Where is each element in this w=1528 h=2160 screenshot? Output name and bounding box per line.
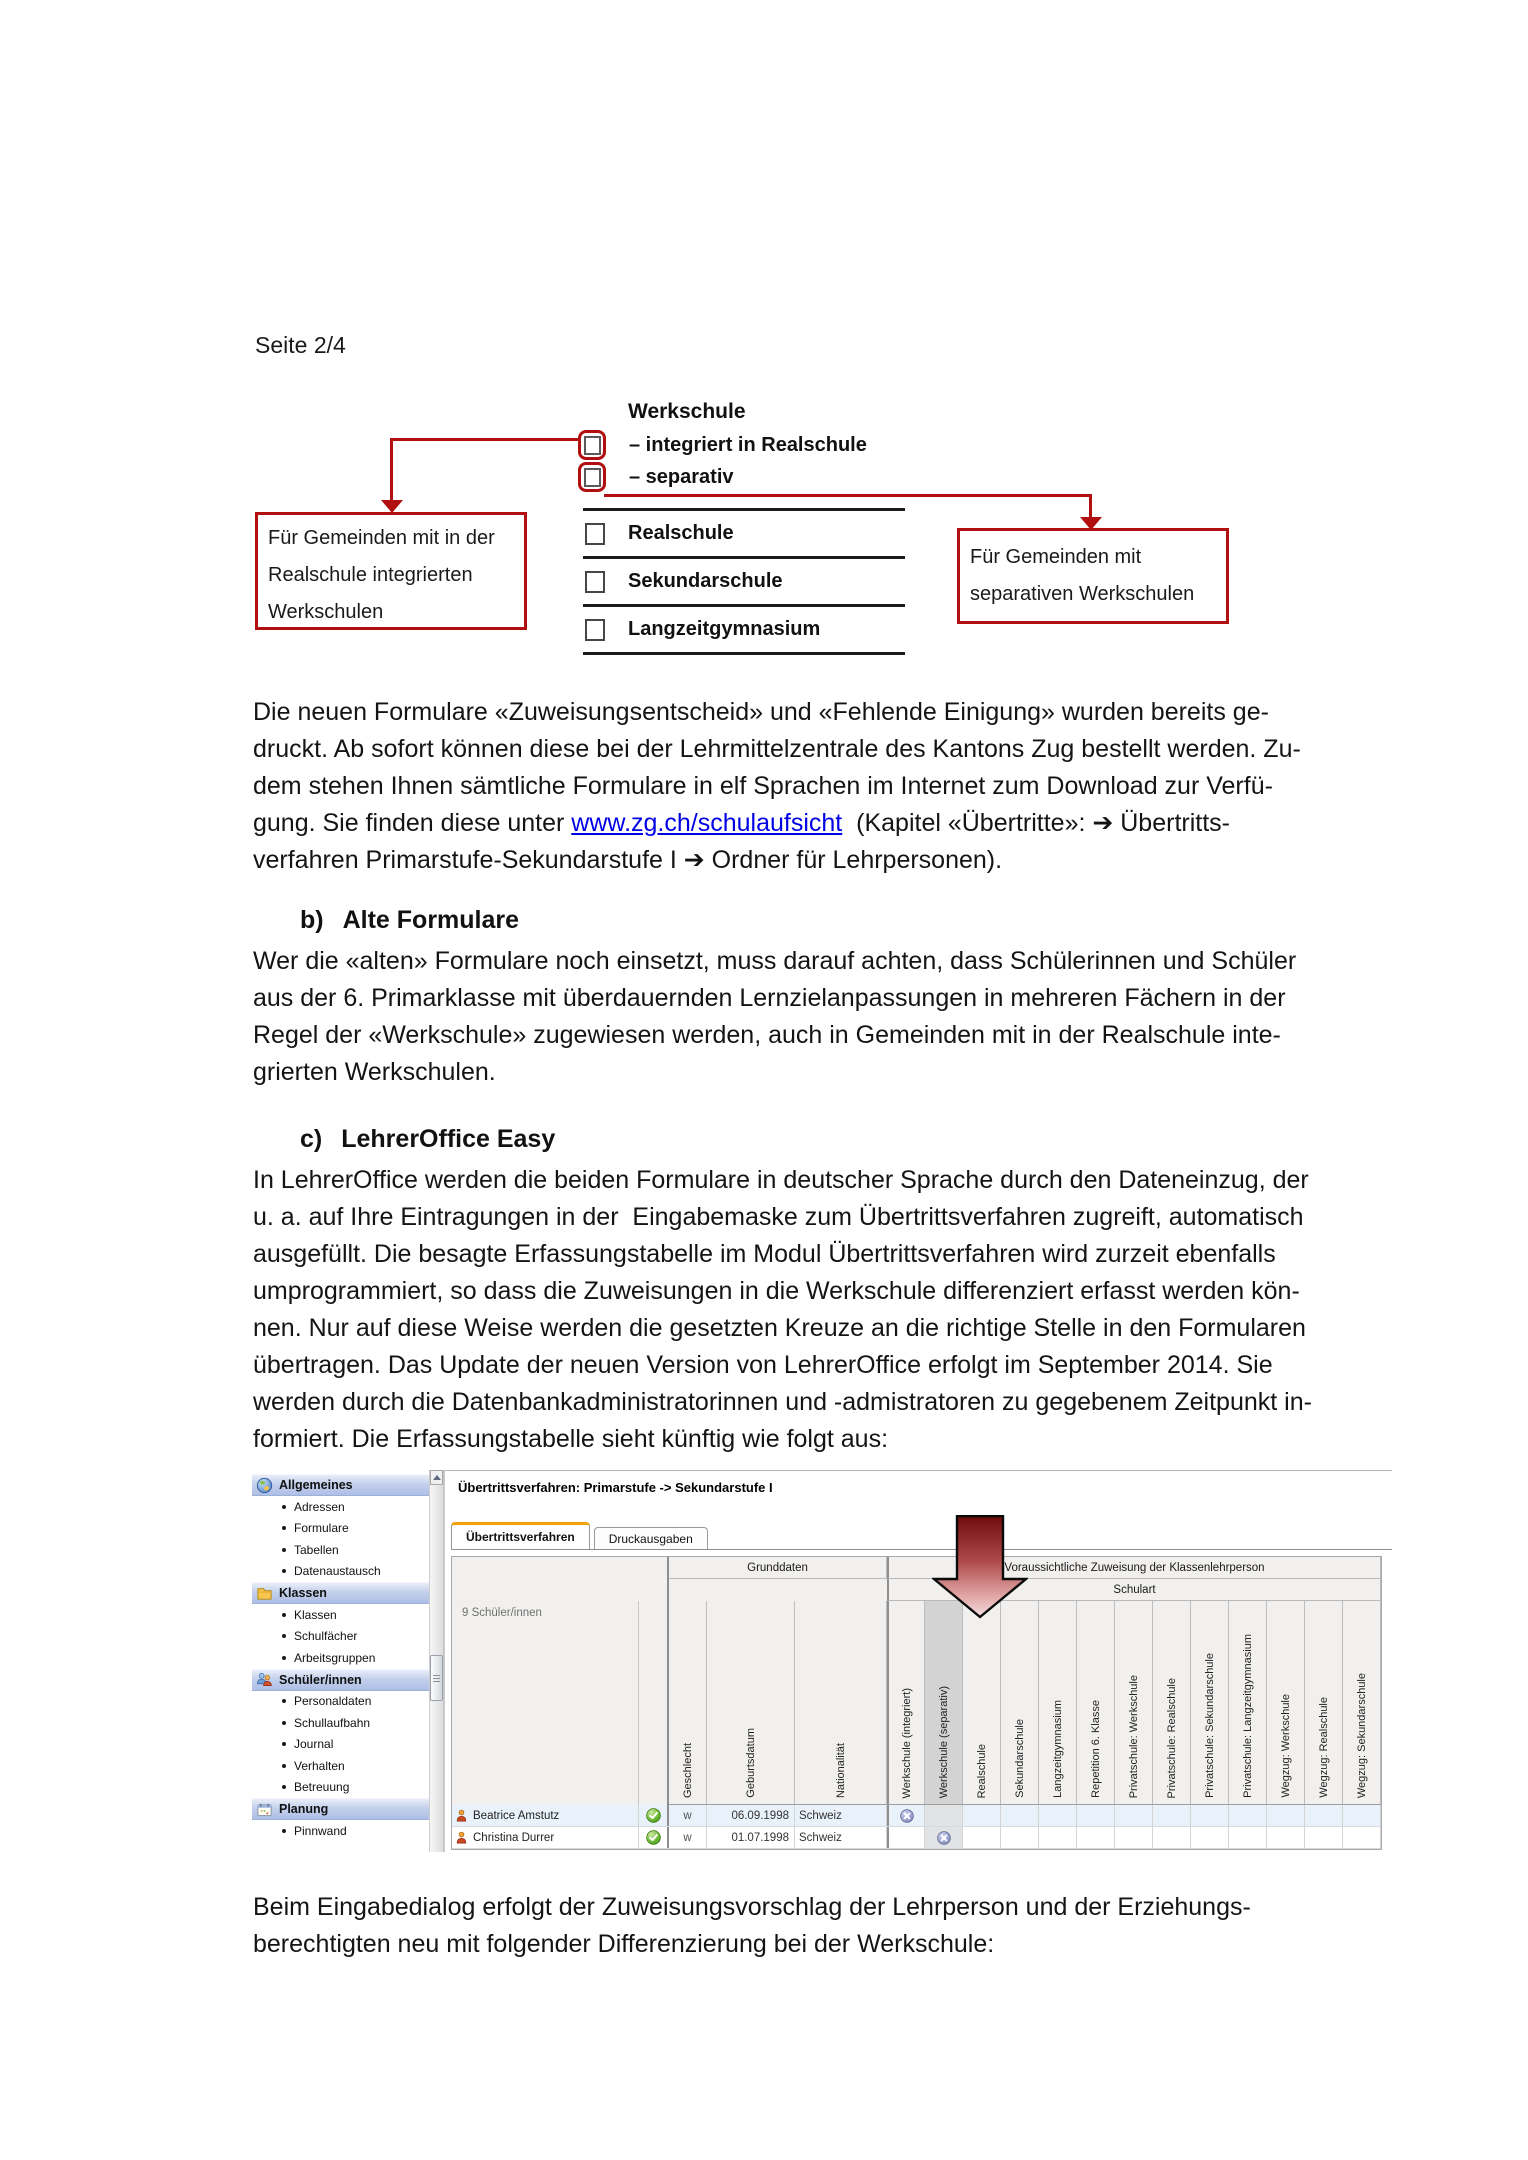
x-mark-icon	[937, 1831, 951, 1845]
option-label: – integriert in Realschule	[629, 433, 867, 456]
text-line: aus der 6. Primarklasse mit überdauernden Lernzielanpassungen in mehreren Fächern in der	[253, 984, 1286, 1012]
group-header-zuweisung: Voraussichtliche Zuweisung der Klassenlehrperson	[887, 1557, 1381, 1579]
assignment-cell-werkschule-integriert	[887, 1827, 925, 1848]
sidebar-item-schullaufbahn	[252, 1712, 429, 1734]
column-header-label: Privatschule: Werkschule	[1127, 1674, 1140, 1798]
sidebar-item-personaldaten	[252, 1691, 429, 1713]
column-header-privatschule-langzeitgymnasium	[1229, 1601, 1267, 1804]
sidebar-item-label: Datenaustausch	[294, 1564, 381, 1579]
school-type-label: Realschule	[628, 522, 734, 544]
school-type-options	[583, 508, 905, 655]
sidebar-item-label: Betreuung	[294, 1780, 350, 1795]
column-divider	[638, 1601, 639, 1805]
annotation-box-right	[957, 528, 1229, 624]
column-header-label: Privatschule: Sekundarschule	[1203, 1653, 1216, 1798]
calendar-icon	[256, 1801, 273, 1818]
assignment-cell-privatschule-sekundarschule	[1191, 1827, 1229, 1848]
column-header-langzeitgymnasium	[1039, 1601, 1077, 1804]
sidebar-item-label: Verhalten	[294, 1758, 345, 1773]
person-icon	[455, 1809, 468, 1822]
column-header-wegzug-werkschule	[1267, 1601, 1305, 1804]
text-line: Wer die «alten» Formulare noch einsetzt, muss darauf achten, dass Schülerinnen und Schüler	[253, 947, 1297, 975]
connector-line	[1089, 494, 1092, 518]
assignment-cell-wegzug-sekundarschule	[1343, 1805, 1381, 1826]
bullet-icon	[282, 1613, 286, 1617]
scrollbar-thumb	[430, 1655, 443, 1701]
student-name-cell	[452, 1827, 639, 1848]
text-line: dem stehen Ihnen sämtliche Formulare in elf Sprachen im Internet zum Download zur Verfü-	[253, 772, 1273, 800]
column-header-wegzug-realschule	[1305, 1601, 1343, 1804]
checkbox-icon	[584, 436, 601, 455]
school-type-sekundarschule	[583, 556, 905, 604]
connector-line	[390, 438, 393, 500]
text-line: formiert. Die Erfassungstabelle sieht künftig wie folgt aus:	[253, 1425, 889, 1453]
sidebar-item-label: Schullaufbahn	[294, 1715, 371, 1730]
scroll-up-button	[430, 1470, 443, 1485]
paragraph-alte-formulare	[253, 943, 1528, 1091]
assignment-cell-langzeitgymnasium	[1039, 1805, 1077, 1826]
sidebar-section-label: Schüler/innen	[279, 1672, 362, 1687]
sidebar-item-label: Formulare	[294, 1521, 349, 1536]
column-header-label: Langzeitgymnasium	[1051, 1700, 1064, 1798]
check-icon	[646, 1830, 661, 1845]
sidebar-item-label: Journal	[294, 1737, 334, 1752]
assignment-cell-wegzug-werkschule	[1267, 1827, 1305, 1848]
note-line: separativen Werkschulen	[970, 583, 1195, 605]
nationalitaet-cell: Schweiz	[795, 1827, 887, 1848]
app-module-title: Übertrittsverfahren: Primarstufe -> Sekundarstufe I	[458, 1480, 773, 1495]
folder-icon	[256, 1585, 273, 1602]
paragraph-closing	[253, 1889, 1528, 1963]
column-header-label: Geburtsdatum	[744, 1728, 757, 1798]
column-header-geburtsdatum	[707, 1601, 795, 1804]
note-line: Realschule integrierten	[268, 564, 473, 586]
people-icon	[256, 1671, 273, 1688]
sidebar-item-label: Adressen	[294, 1499, 345, 1514]
sidebar-section-label: Allgemeines	[279, 1478, 353, 1492]
heading-label: b)	[300, 906, 324, 934]
geburtsdatum-cell: 01.07.1998	[707, 1827, 795, 1848]
assignment-cell-privatschule-sekundarschule	[1191, 1805, 1229, 1826]
up-arrow-icon	[433, 1475, 441, 1480]
x-mark-icon	[900, 1809, 914, 1823]
column-header-label: Sekundarschule	[1013, 1719, 1026, 1798]
heading-label: c)	[300, 1125, 323, 1153]
column-header-privatschule-werkschule	[1115, 1601, 1153, 1804]
column-header-nationalit-t	[795, 1601, 887, 1804]
status-cell	[639, 1805, 669, 1826]
text-line: Beim Eingabedialog erfolgt der Zuweisungsvorschlag der Lehrperson und der Erziehungs-	[253, 1893, 1251, 1921]
sidebar-section-allgemeines	[252, 1474, 429, 1496]
werkschule-option-integriert-in-realschule	[578, 430, 867, 460]
assignment-cell-repetition-6-klasse	[1077, 1827, 1115, 1848]
geschlecht-cell: w	[669, 1827, 707, 1848]
app-sidebar	[252, 1470, 430, 1852]
sidebar-item-pinnwand	[252, 1820, 429, 1842]
assignment-cell-realschule	[963, 1827, 1001, 1848]
table-corner-cell	[452, 1557, 669, 1805]
column-header-werkschule-separativ	[925, 1601, 963, 1804]
assignment-cell-sekundarschule	[1001, 1827, 1039, 1848]
text-line	[253, 805, 1528, 842]
sidebar-item-datenaustausch	[252, 1561, 429, 1583]
column-header-label: Geschlecht	[681, 1742, 694, 1798]
heading-lehreroffice-easy	[300, 1125, 555, 1154]
paragraph-intro	[253, 694, 1528, 879]
app-main-panel	[444, 1470, 1392, 1852]
text-line: werden durch die Datenbankadministratorinnen und -admistratoren zu gegebenem Zeitpunkt in-	[253, 1388, 1312, 1416]
text-line: grierten Werkschulen.	[253, 1058, 496, 1086]
heading-title: Alte Formulare	[342, 906, 520, 934]
assignment-cell-privatschule-werkschule	[1115, 1827, 1153, 1848]
table-header	[452, 1557, 1381, 1805]
note-line: Für Gemeinden mit	[970, 546, 1142, 568]
column-header-label: Privatschule: Realschule	[1165, 1677, 1178, 1798]
werkschule-form-diagram	[0, 0, 1528, 690]
sidebar-section-label: Klassen	[279, 1586, 327, 1600]
tab-druckausgaben: Druckausgaben	[594, 1527, 708, 1549]
heading-alte-formulare	[300, 906, 519, 935]
note-line: Werkschulen	[268, 601, 384, 623]
assignment-cell-werkschule-separativ	[925, 1827, 963, 1848]
lehreroffice-screenshot	[252, 1470, 1392, 1852]
column-header-realschule	[963, 1601, 1001, 1804]
student-name: Beatrice Amstutz	[473, 1809, 560, 1822]
text-segment: (Kapitel «Übertritte»: ➔ Übertritts-	[842, 809, 1230, 837]
column-header-label: Werkschule (integriert)	[900, 1687, 913, 1798]
column-header-sekundarschule	[1001, 1601, 1039, 1804]
sidebar-item-journal	[252, 1734, 429, 1756]
student-row-beatrice-amstutz	[452, 1805, 1381, 1827]
assignment-cell-privatschule-langzeitgymnasium	[1229, 1827, 1267, 1848]
text-line: übertragen. Das Update der neuen Version von LehrerOffice erfolgt im September 2014. Sie	[253, 1351, 1273, 1379]
student-count-label: 9 Schüler/innen	[462, 1607, 542, 1619]
connector-line	[604, 494, 1092, 497]
erfassungstabelle	[451, 1556, 1382, 1850]
option-label: – separativ	[629, 465, 734, 488]
column-header-label: Nationalität	[834, 1742, 847, 1798]
school-type-label: Sekundarschule	[628, 570, 783, 592]
assignment-cell-werkschule-separativ	[925, 1805, 963, 1826]
tab-bertrittsverfahren: Übertrittsverfahren	[451, 1522, 590, 1549]
sidebar-item-label: Pinnwand	[294, 1823, 347, 1838]
group-header-grunddaten: Grunddaten	[669, 1557, 887, 1579]
page-number: Seite 2/4	[255, 332, 346, 358]
column-header-label: Wegzug: Realschule	[1317, 1697, 1330, 1798]
student-name-cell	[452, 1805, 639, 1826]
sidebar-item-label: Tabellen	[294, 1542, 339, 1557]
sidebar-item-tabellen	[252, 1539, 429, 1561]
text-line: Regel der «Werkschule» zugewiesen werden, auch in Gemeinden mit in der Realschule inte-	[253, 1021, 1281, 1049]
sidebar-item-formulare	[252, 1518, 429, 1540]
column-header-werkschule-integriert	[887, 1601, 925, 1804]
bullet-icon	[282, 1785, 286, 1789]
sidebar-item-schulf-cher	[252, 1626, 429, 1648]
assignment-cell-privatschule-werkschule	[1115, 1805, 1153, 1826]
bullet-icon	[282, 1505, 286, 1509]
column-header-repetition-6-klasse	[1077, 1601, 1115, 1804]
column-header-label: Wegzug: Werkschule	[1279, 1694, 1292, 1798]
student-row-christina-durrer	[452, 1827, 1381, 1849]
column-header-label: Privatschule: Langzeitgymnasium	[1241, 1634, 1254, 1798]
assignment-cell-sekundarschule	[1001, 1805, 1039, 1826]
assignment-cell-werkschule-integriert	[887, 1805, 925, 1826]
globe-icon	[256, 1477, 273, 1494]
assignment-cell-wegzug-realschule	[1305, 1805, 1343, 1826]
column-headers	[669, 1601, 1381, 1805]
text-line: druckt. Ab sofort können diese bei der Lehrmittelzentrale des Kantons Zug bestellt werden. Zu-	[253, 735, 1301, 763]
table-body	[452, 1805, 1381, 1849]
status-cell	[639, 1827, 669, 1848]
bullet-icon	[282, 1569, 286, 1573]
text-line: In LehrerOffice werden die beiden Formulare in deutscher Sprache durch den Dateneinzug, der	[253, 1166, 1309, 1194]
sidebar-item-arbeitsgruppen	[252, 1647, 429, 1669]
werkschule-option-separativ	[578, 462, 734, 492]
assignment-cell-realschule	[963, 1805, 1001, 1826]
check-icon	[646, 1808, 661, 1823]
bullet-icon	[282, 1829, 286, 1833]
bullet-icon	[282, 1526, 286, 1530]
bullet-icon	[282, 1699, 286, 1703]
hyperlink-www-zg-ch-schulaufsicht[interactable]: www.zg.ch/schulaufsicht	[571, 809, 843, 837]
school-type-langzeitgymnasium	[583, 604, 905, 655]
geburtsdatum-cell: 06.09.1998	[707, 1805, 795, 1826]
column-header-privatschule-sekundarschule	[1191, 1601, 1229, 1804]
column-header-privatschule-realschule	[1153, 1601, 1191, 1804]
column-header-geschlecht	[669, 1601, 707, 1804]
annotation-box-left	[255, 512, 527, 630]
geschlecht-cell: w	[669, 1805, 707, 1826]
sidebar-item-label: Klassen	[294, 1607, 337, 1622]
group-header-schulart: Schulart	[887, 1579, 1381, 1601]
sidebar-item-klassen	[252, 1604, 429, 1626]
paragraph-lehreroffice-easy	[253, 1162, 1528, 1458]
assignment-cell-langzeitgymnasium	[1039, 1827, 1077, 1848]
sidebar-section-planung	[252, 1798, 429, 1820]
sidebar-section-klassen	[252, 1582, 429, 1604]
header-spacer	[669, 1579, 887, 1601]
text-line: berechtigten neu mit folgender Differenzierung bei der Werkschule:	[253, 1930, 995, 1958]
sidebar-section-label: Planung	[279, 1802, 329, 1816]
bullet-icon	[282, 1742, 286, 1746]
text-line: ausgefüllt. Die besagte Erfassungstabelle im Modul Übertrittsverfahren wird zurzeit ebenfalls	[253, 1240, 1276, 1268]
checkbox-icon	[584, 468, 601, 487]
school-type-realschule	[583, 508, 905, 556]
text-line: Die neuen Formulare «Zuweisungsentscheid» und «Fehlende Einigung» wurden bereits ge-	[253, 698, 1269, 726]
bullet-icon	[282, 1764, 286, 1768]
checkbox-icon	[585, 619, 605, 641]
app-tab-bar	[451, 1522, 1392, 1550]
text-line: u. a. auf Ihre Eintragungen in der Eingabemaske zum Übertrittsverfahren zugreift, automatisch	[253, 1203, 1304, 1231]
bullet-icon	[282, 1721, 286, 1725]
student-name: Christina Durrer	[473, 1831, 555, 1844]
assignment-cell-wegzug-werkschule	[1267, 1805, 1305, 1826]
text-line: umprogrammiert, so dass die Zuweisungen in die Werkschule differenziert erfasst werden kön-	[253, 1277, 1300, 1305]
bullet-icon	[282, 1548, 286, 1552]
sidebar-item-label: Personaldaten	[294, 1694, 372, 1709]
person-icon	[455, 1831, 468, 1844]
column-header-label: Realschule	[975, 1743, 988, 1798]
sidebar-item-label: Arbeitsgruppen	[294, 1650, 376, 1665]
assignment-cell-privatschule-realschule	[1153, 1827, 1191, 1848]
checkbox-icon	[585, 523, 605, 545]
text-line: verfahren Primarstufe-Sekundarstufe I ➔ Ordner für Lehrpersonen).	[253, 846, 1003, 874]
assignment-cell-privatschule-langzeitgymnasium	[1229, 1805, 1267, 1826]
text-segment: gung. Sie finden diese unter	[253, 809, 572, 837]
column-header-label: Wegzug: Sekundarschule	[1355, 1672, 1368, 1798]
connector-line	[393, 438, 580, 441]
sidebar-item-verhalten	[252, 1755, 429, 1777]
sidebar-item-adressen	[252, 1496, 429, 1518]
highlight-ring	[578, 430, 606, 460]
column-header-label: Werkschule (separativ)	[937, 1685, 950, 1798]
heading-title: LehrerOffice Easy	[341, 1125, 556, 1153]
sidebar-item-label: Schulfächer	[294, 1629, 358, 1644]
assignment-cell-privatschule-realschule	[1153, 1805, 1191, 1826]
bullet-icon	[282, 1656, 286, 1660]
highlight-ring	[578, 462, 606, 492]
diagram-group-title: Werkschule	[628, 400, 746, 423]
column-header-label: Repetition 6. Klasse	[1089, 1700, 1102, 1798]
checkbox-icon	[585, 571, 605, 593]
app-scrollbar	[430, 1470, 444, 1852]
column-header-wegzug-sekundarschule	[1343, 1601, 1381, 1804]
text-line: nen. Nur auf diese Weise werden die gesetzten Kreuze an die richtige Stelle in den Formularen	[253, 1314, 1306, 1342]
assignment-cell-wegzug-sekundarschule	[1343, 1827, 1381, 1848]
sidebar-item-betreuung	[252, 1777, 429, 1799]
big-red-arrow-annotation	[932, 1515, 1028, 1619]
school-type-label: Langzeitgymnasium	[628, 618, 821, 640]
nationalitaet-cell: Schweiz	[795, 1805, 887, 1826]
assignment-cell-wegzug-realschule	[1305, 1827, 1343, 1848]
bullet-icon	[282, 1634, 286, 1638]
note-line: Für Gemeinden mit in der	[268, 527, 495, 549]
assignment-cell-repetition-6-klasse	[1077, 1805, 1115, 1826]
sidebar-section-sch-ler-innen	[252, 1669, 429, 1691]
